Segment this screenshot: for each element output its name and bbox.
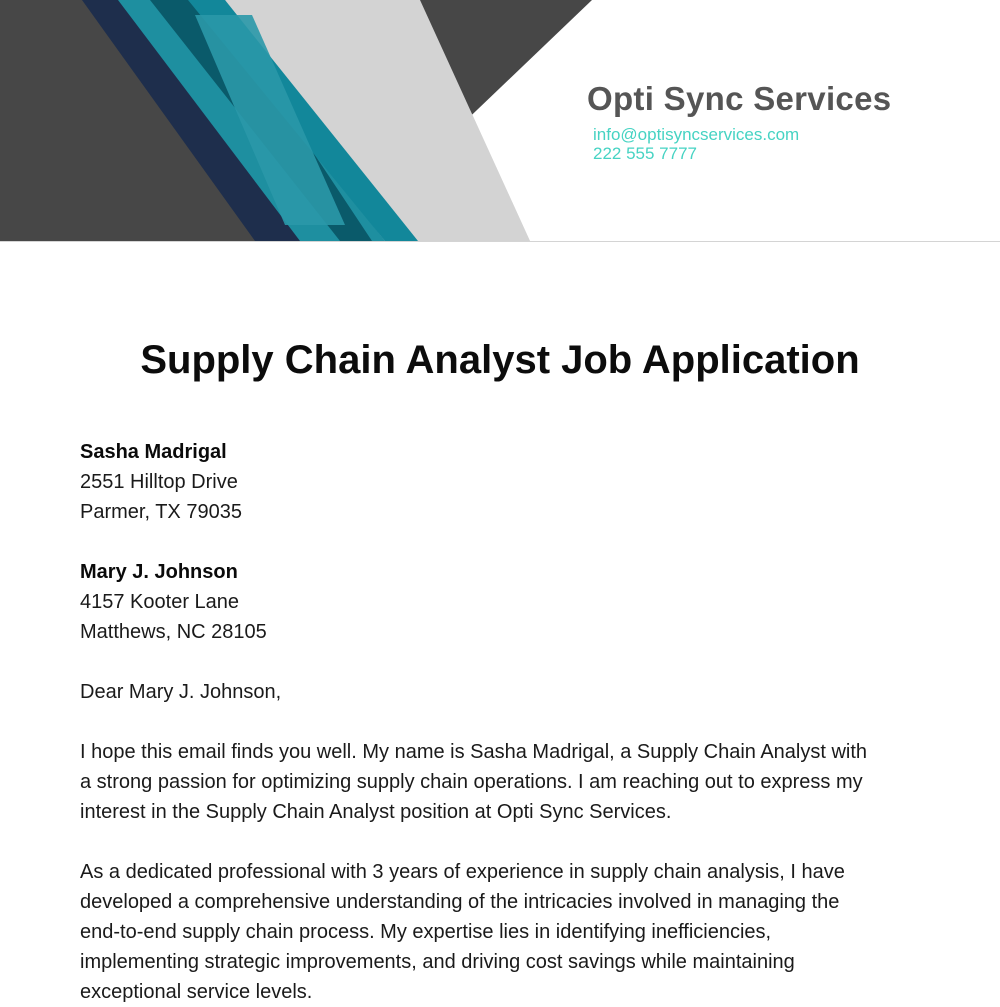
- sender-street: 2551 Hilltop Drive: [80, 471, 238, 493]
- paragraph-line: implementing strategic improvements, and driving cost savings while maintaining: [80, 951, 795, 973]
- recipient-street: 4157 Kooter Lane: [80, 591, 240, 613]
- paragraph-intro: [80, 737, 930, 827]
- banner-graphic: [0, 0, 1000, 241]
- paragraph-line: a strong passion for optimizing supply chain operations. I am reaching out to express my: [80, 771, 863, 793]
- sender-name: Sasha Madrigal: [80, 441, 227, 463]
- sender-block: [80, 437, 930, 527]
- recipient-block: [80, 557, 930, 647]
- recipient-name: Mary J. Johnson: [80, 561, 238, 583]
- company-email: info@optisyncservices.com: [593, 125, 800, 144]
- paragraph-line: exceptional service levels.: [80, 981, 313, 1003]
- salutation-text: Dear Mary J. Johnson,: [80, 681, 282, 703]
- salutation: [80, 677, 930, 707]
- letterhead-banner: [0, 0, 1000, 242]
- paragraph-line: end-to-end supply chain process. My expertise lies in identifying inefficiencies,: [80, 921, 772, 943]
- sender-city: Parmer, TX 79035: [80, 501, 242, 523]
- paragraph-line: I hope this email finds you well. My name is Sasha Madrigal, a Supply Chain Analyst with: [80, 741, 868, 763]
- paragraph-line: developed a comprehensive understanding of the intricacies involved in managing the: [80, 891, 840, 913]
- paragraph-experience: [80, 857, 930, 1007]
- document-title: Supply Chain Analyst Job Application: [140, 338, 860, 382]
- recipient-city: Matthews, NC 28105: [80, 621, 267, 643]
- paragraph-line: As a dedicated professional with 3 years of experience in supply chain analysis, I have: [80, 861, 845, 883]
- company-phone: 222 555 7777: [593, 144, 697, 163]
- company-name: Opti Sync Services: [587, 80, 892, 117]
- paragraph-line: interest in the Supply Chain Analyst position at Opti Sync Services.: [80, 801, 672, 823]
